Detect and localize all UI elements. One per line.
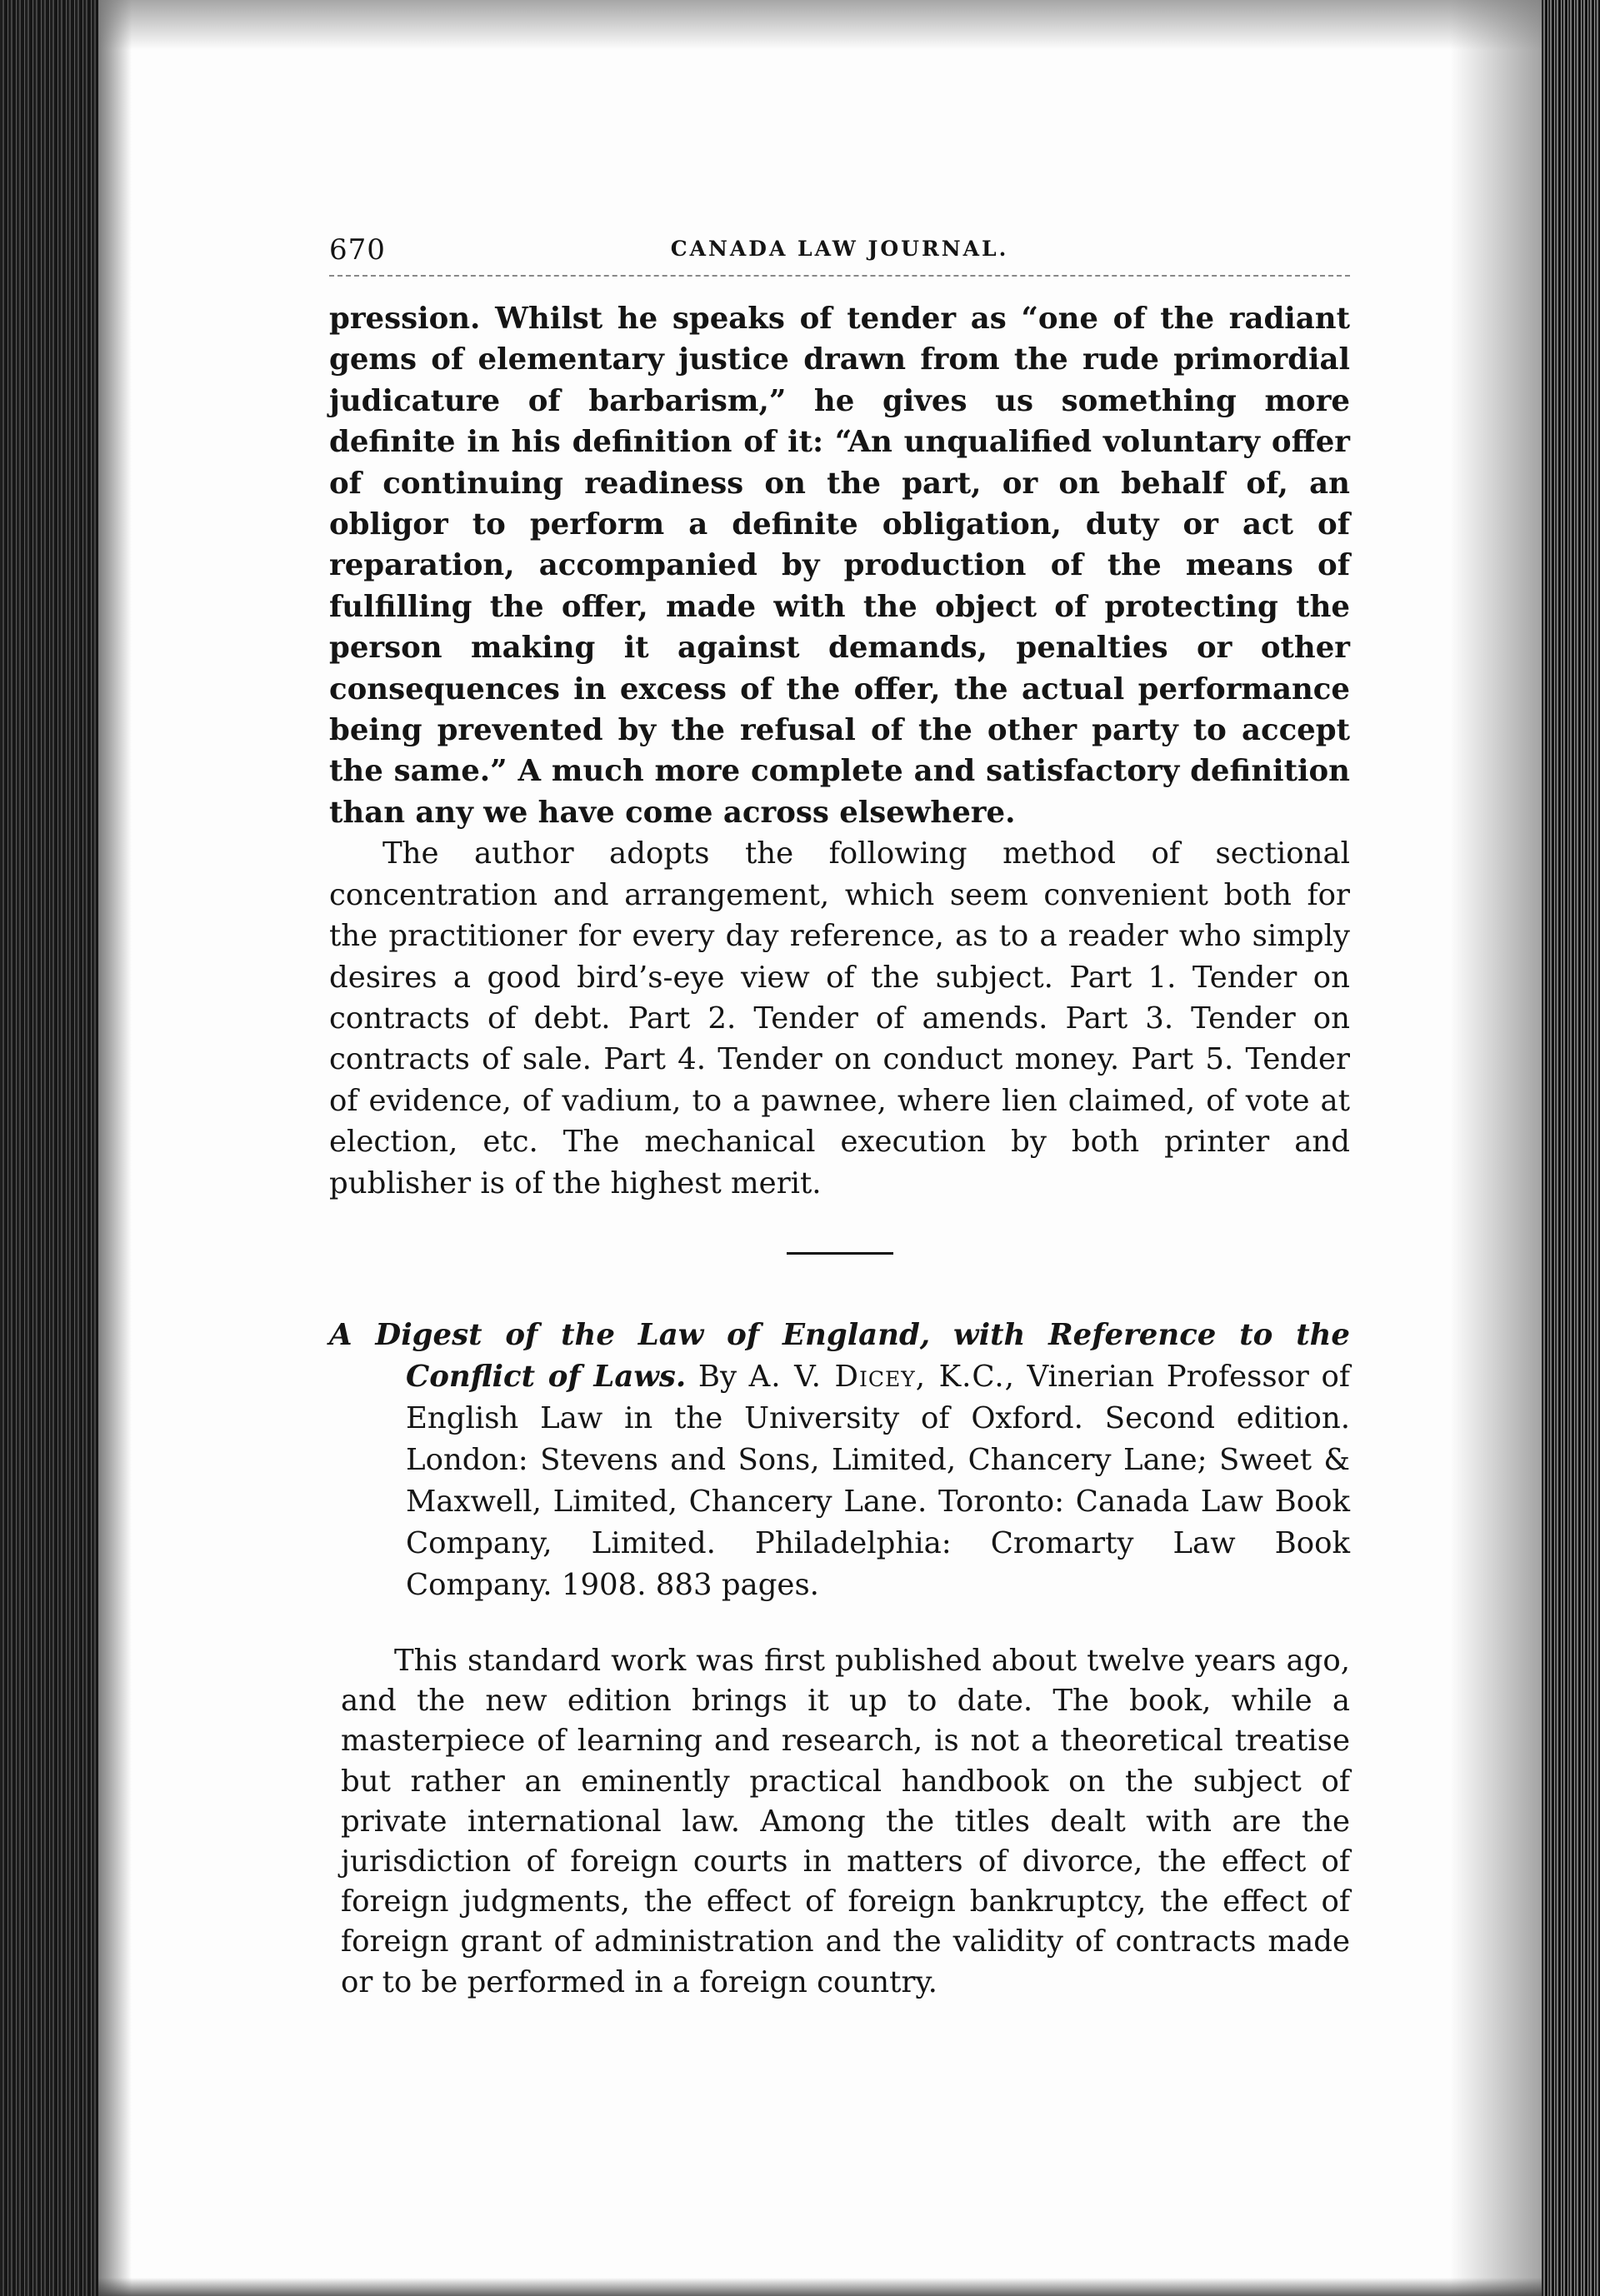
scanner-edge-right (1542, 0, 1600, 2296)
page-content (329, 225, 1350, 2003)
journal-title: CANADA LAW JOURNAL. (670, 237, 1009, 261)
running-head (329, 225, 1350, 277)
body-paragraph-1: pression. Whilst he speaks of tender as “one of the radiant gems of elementary justice drawn from the rude primordial judicature of barbarism,” he gives us something more definite in his definition of it: “An unqualified voluntary offer of continuing readiness on the part, or on behalf of, an obligor to perform a definite obligation, duty or act of reparation, accompanied by production of the means of fulfilling the offer, made with the object of protecting the person making it against demands, penalties or other consequences in excess of the offer, the actual performance being prevented by the refusal of the other party to accept the same.” A much more complete and satisfactory definition than any we have come across elsewhere. (329, 302, 1350, 830)
section-divider (787, 1252, 893, 1255)
scanner-shadow-left (98, 0, 132, 2296)
scanner-shadow-top (98, 0, 1542, 50)
scanner-shadow-bottom (98, 2278, 1542, 2296)
citation-by: By (698, 1359, 738, 1394)
page-number: 670 (329, 233, 386, 267)
book-author: A. V. Dicey, K.C., (748, 1359, 1015, 1394)
review-paragraph: This standard work was first published about twelve years ago, and the new edition brings it up to date. The book, while a masterpiece of learning and research, is not a theoretical treatise but rather an eminently practical handbook on the subject of private international law. Among the titles dealt with are the jurisdiction of foreign courts in matters of divorce, the effect of foreign judgments, the effect of foreign bankruptcy, the effect of foreign grant of administration and the validity of contracts made or to be performed in a foreign country. (341, 1643, 1350, 1999)
scanner-edge-left (0, 0, 98, 2296)
book-citation (329, 1315, 1350, 1606)
scanner-shadow-right (1450, 0, 1542, 2296)
book-details: Vinerian Professor of English Law in the University of Oxford. Second edition. London: Stevens and Sons, Limited, Chancery Lane; Sweet & Maxwell, Limited, Chancery Lane. Toronto: Canada Law Book Company, Limited. Philadelphia: Cromarty Law Book Company. 1908. 883 pages. (406, 1359, 1351, 1602)
book-title: A Digest of the Law of England, with Reference to the Conflict of Laws. (329, 1317, 1350, 1394)
body-paragraph-2: The author adopts the following method of sectional concentration and arrangement, which seem convenient both for the practitioner for every day reference, as to a reader who simply desires a good bird’s-eye view of the subject. Part 1. Tender on contracts of debt. Part 2. Tender of amends. Part 3. Tender on contracts of sale. Part 4. Tender on conduct money. Part 5. Tender of evidence, of vadium, to a pawnee, where lien claimed, of vote at election, etc. The mechanical execution by both printer and publisher is of the highest merit. (329, 836, 1350, 1200)
